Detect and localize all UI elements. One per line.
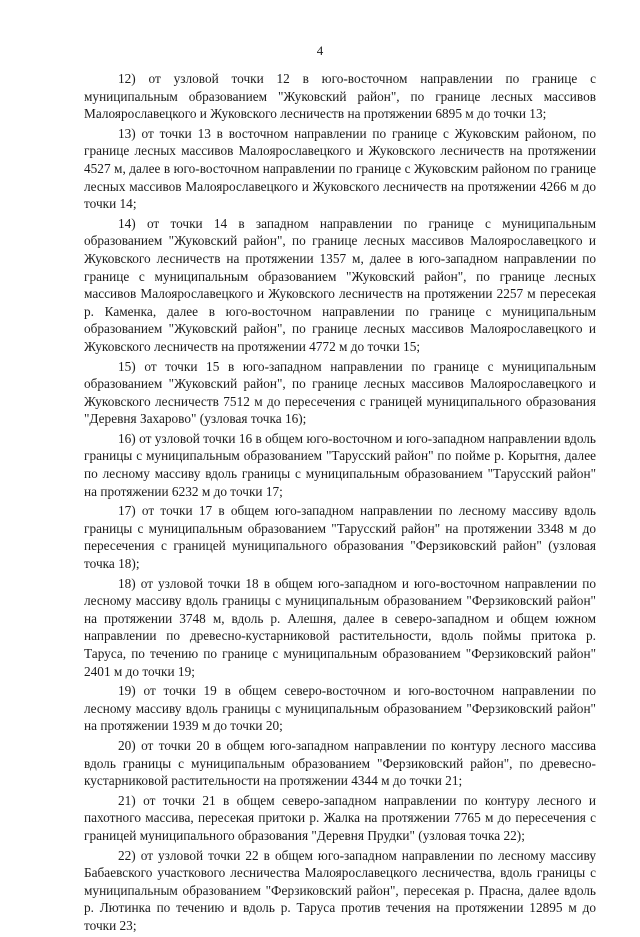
paragraph-18: 18) от узловой точки 18 в общем юго-западном и юго-восточном направлении по лесному массиву вдоль границы с муниципальным образованием "Ферзиковский район" на протяжении 3748 м, вдоль р. Алешня, далее в северо-западном и общем южном направлении по древесно-кустарниковой растительности, вдоль поймы притока р. Таруса, по течению по границе с муниципальным образованием "Ферзиковский район" 2401 м до точки 19; <box>84 575 596 679</box>
paragraph-22: 22) от узловой точки 22 в общем юго-западном направлении по лесному массиву Бабаевского участкового лесничества Малоярославецкого лесничества, вдоль границы с муниципальным образованием "Ферзиковский район", пересекая р. Прасна, далее вдоль р. Лютинка по течению и вдоль р. Таруса против течения на протяжении 12895 м до точки 23; <box>84 847 596 933</box>
paragraph-17: 17) от точки 17 в общем юго-западном направлении по лесному массиву вдоль границы с муниципальным образованием "Тарусский район" на протяжении 3348 м до пересечения с границей муниципального образования "Ферзиковский район" (узловая точка 18); <box>84 503 596 572</box>
paragraph-21: 21) от точки 21 в общем северо-западном направлении по контуру лесного и пахотного массива, пересекая притоки р. Жалка на протяжении 7765 м до пересечения с границей муниципального образования "Деревня Прудки" (узловая точка 22); <box>84 792 596 843</box>
paragraph-14: 14) от точки 14 в западном направлении по границе с муниципальным образованием "Жуковский район", по границе лесных массивов Малоярославецкого и Жуковского лесничеств на протяжении 1357 м, далее в юго-западном направлении по границе с муниципальным образованием "Жуковский район", по границе лесных массивов Малоярославецкого и Жуковского лесничеств на протяжении 2257 м пересекая р. Каменка, далее в юго-восточном направлении по границе с муниципальным образованием "Жуковский район", по границе лесных массивов Малоярославецкого и Жуковского лесничеств на протяжении 4772 м до точки 15; <box>84 215 596 354</box>
paragraph-15: 15) от точки 15 в юго-западном направлении по границе с муниципальным образованием "Жуковский район", по границе лесных массивов Малоярославецкого и Жуковского лесничеств 7512 м до пересечения с границей муниципального образования "Деревня Захарово" (узловая точка 16); <box>84 358 596 427</box>
paragraph-13: 13) от точки 13 в восточном направлении по границе с Жуковским районом, по границе лесных массивов Малоярославецкого и Жуковского лесничеств на протяжении 4527 м, далее в юго-восточном направлении по границе с Жуковским районом по границе лесных массивов Малоярославецкого и Жуковского лесничеств на протяжении 4266 м до точки 14; <box>84 125 596 212</box>
document-body <box>84 70 596 937</box>
paragraph-19: 19) от точки 19 в общем северо-восточном и юго-восточном направлении по лесному массиву вдоль границы с муниципальным образованием "Ферзиковский район" на протяжении 1939 м до точки 20; <box>84 683 596 734</box>
paragraph-20: 20) от точки 20 в общем юго-западном направлении по контуру лесного массива вдоль границы с муниципальным образованием "Ферзиковский район", по древесно-кустарниковой растительности на протяжении 4344 м до точки 21; <box>84 737 596 789</box>
paragraph-12: 12) от узловой точки 12 в юго-восточном направлении по границе с муниципальным образованием "Жуковский район", по границе лесных массивов Малоярославецкого и Жуковского лесничеств на протяжении 6895 м до точки 13; <box>84 71 596 122</box>
page-number: 4 <box>316 43 324 58</box>
paragraph-16: 16) от узловой точки 16 в общем юго-восточном и юго-западном направлении вдоль границы с муниципальным образованием "Тарусский район" по пойме р. Корытня, далее по лесному массиву вдоль границы с муниципальным образованием "Тарусский район" на протяжении 6232 м до точки 17; <box>84 430 596 499</box>
